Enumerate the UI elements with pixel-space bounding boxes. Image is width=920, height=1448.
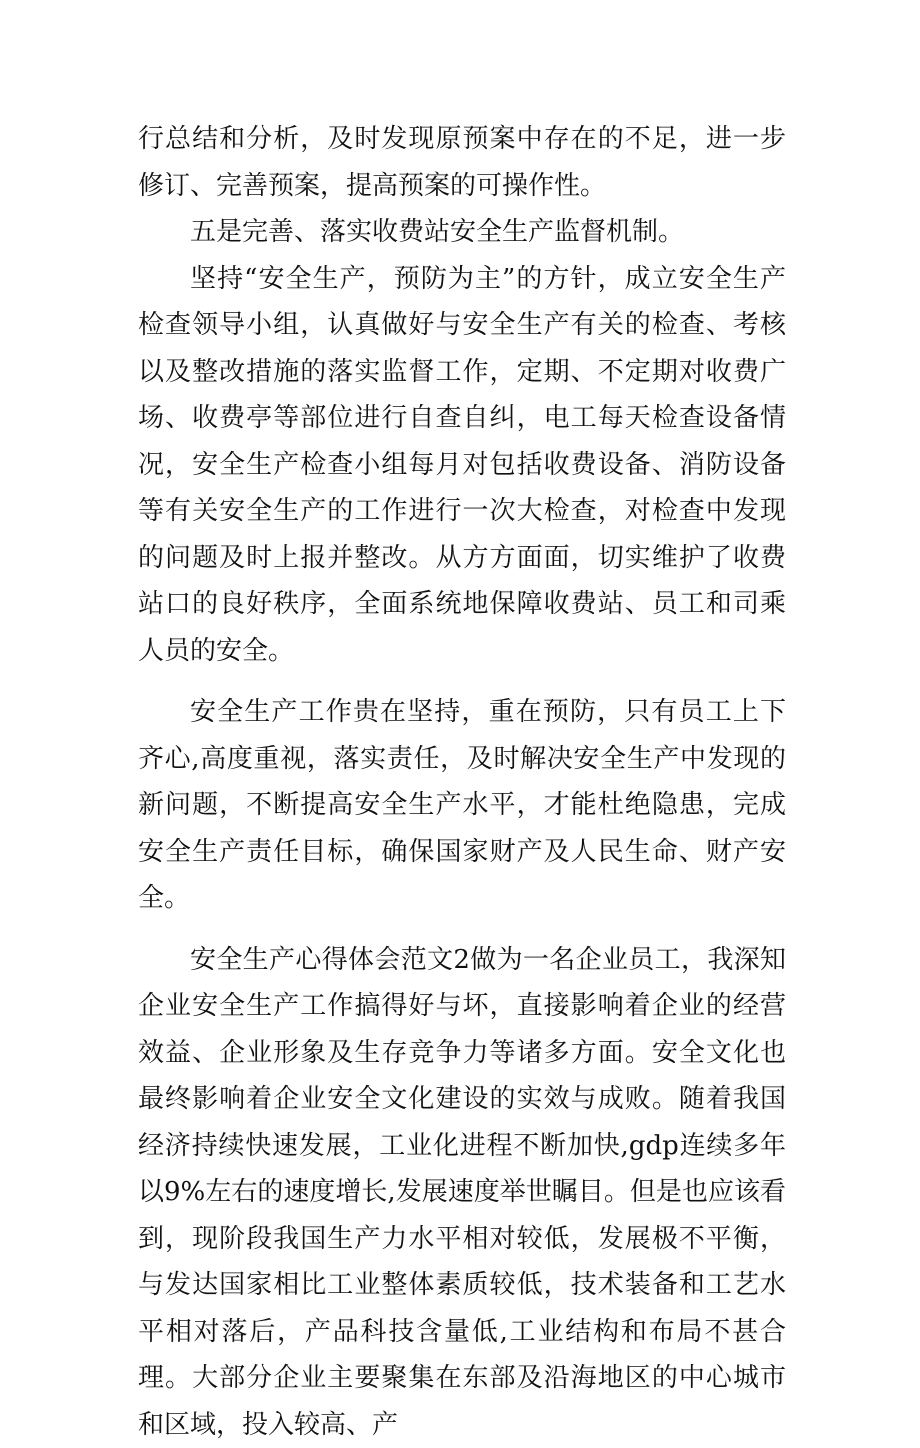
paragraph-gap	[138, 674, 786, 689]
paragraph-supervision: 坚持“安全生产，预防为主”的方针，成立安全生产检查领导小组，认真做好与安全生产有关的检查、考核以及整改措施的落实监督工作，定期、不定期对收费广场、收费亭等部位进行自查自纠，电工每天检查设备情况，安全生产检查小组每月对包括收费设备、消防设备等有关安全生产的工作进行一次大检查，对检查中发现的问题及时上报并整改。从方方面面，切实维护了收费站口的良好秩序，全面系统地保障收费站、员工和司乘人员的安全。	[138, 256, 786, 675]
paragraph-heading-five: 五是完善、落实收费站安全生产监督机制。	[138, 209, 786, 256]
paragraph-persistence: 安全生产工作贵在坚持，重在预防，只有员工上下齐心,高度重视，落实责任，及时解决安全生产中发现的新问题，不断提高安全生产水平，才能杜绝隐患，完成安全生产责任目标，确保国家财产及人民生命、财产安全。	[138, 689, 786, 922]
document-body	[138, 116, 786, 1448]
paragraph-sample-two: 安全生产心得体会范文2做为一名企业员工，我深知企业安全生产工作搞得好与坏，直接影响着企业的经营效益、企业形象及生存竞争力等诸多方面。安全文化也最终影响着企业安全文化建设的实效与成败。随着我国经济持续快速发展，工业化进程不断加快,gdp连续多年以9%左右的速度增长,发展速度举世瞩目。但是也应该看到，现阶段我国生产力水平相对较低，发展极不平衡，与发达国家相比工业整体素质较低，技术装备和工艺水平相对落后，产品科技含量低,工业结构和布局不甚合理。大部分企业主要聚集在东部及沿海地区的中心城市和区域，投入较高、产	[138, 937, 786, 1448]
paragraph-gap	[138, 922, 786, 937]
paragraph-continued: 行总结和分析，及时发现原预案中存在的不足，进一步修订、完善预案，提高预案的可操作性。	[138, 116, 786, 209]
